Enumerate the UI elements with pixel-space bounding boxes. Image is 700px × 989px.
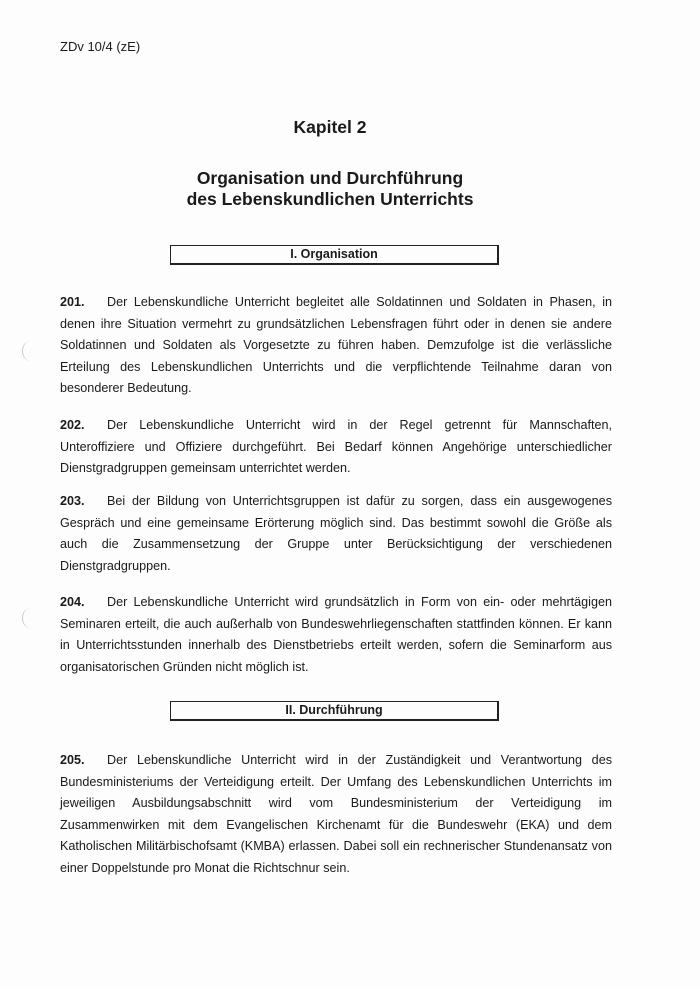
paragraph-number: 204. (60, 595, 85, 609)
chapter-title (0, 168, 660, 210)
paragraph-text: Der Lebenskundliche Unterricht wird grundsätzlich in Form von ein- oder mehrtägigen Seminaren erteilt, die auch außerhalb von Bundeswehrliegenschaften stattfinden können. Er kann in Unterrichtsstunden innerhalb des Dienstbetriebs erteilt werden, sofern die Seminarform aus organisatorischen Gründen nicht möglich ist. (60, 595, 612, 674)
paragraph-text: Bei der Bildung von Unterrichtsgruppen ist dafür zu sorgen, dass ein ausgewogenes Gespräch und eine gemeinsame Erörterung möglich sind. Das bestimmt sowohl die Größe als auch die Zusammensetzung der Gruppe unter Berücksichtigung der verschiedenen Dienstgradgruppen. (60, 494, 612, 573)
section-heading-durchfuehrung: II. Durchführung (170, 701, 499, 721)
document-id: ZDv 10/4 (zE) (60, 39, 141, 54)
paragraph-number: 202. (60, 418, 85, 432)
paragraph-number: 203. (60, 494, 85, 508)
paragraph-201 (60, 292, 612, 400)
section-heading-organisation: I. Organisation (170, 245, 499, 265)
paragraph-number: 201. (60, 295, 85, 309)
paragraph-text: Der Lebenskundliche Unterricht wird in der Zuständigkeit und Verantwortung des Bundesministeriums der Verteidigung erteilt. Der Umfang des Lebenskundlichen Unterrichts im jeweiligen Ausbildungsabschnitt wird vom Bundesministerium der Verteidigung im Zusammenwirken mit dem Evangelischen Kirchenamt für die Bundeswehr (EKA) und dem Katholischen Militärbischofsamt (KMBA) erlassen. Dabei soll ein rechnerischer Stundenansatz von einer Doppelstunde pro Monat die Richtschnur sein. (60, 753, 612, 875)
paragraph-203 (60, 491, 612, 577)
chapter-title-line-1: Organisation und Durchführung (196, 168, 464, 188)
punch-hole-mark (22, 608, 39, 628)
chapter-heading: Kapitel 2 (293, 117, 367, 137)
paragraph-text: Der Lebenskundliche Unterricht wird in der Regel getrennt für Mannschaften, Unteroffiziere und Offiziere durchgeführt. Bei Bedarf können Angehörige unterschiedlicher Dienstgradgruppen gemeinsam unterrichtet werden. (60, 418, 612, 475)
paragraph-number: 205. (60, 753, 85, 767)
paragraph-205 (60, 750, 612, 879)
paragraph-204 (60, 592, 612, 678)
paragraph-202 (60, 415, 612, 480)
punch-hole-mark (22, 341, 39, 361)
chapter-title-line-2: des Lebenskundlichen Unterrichts (186, 189, 474, 209)
paragraph-text: Der Lebenskundliche Unterricht begleitet alle Soldatinnen und Soldaten in Phasen, in denen ihre Situation vermehrt zu grundsätzlichen Lebensfragen führt oder in denen sie andere Soldatinnen und Soldaten als Vorgesetzte zu führen haben. Demzufolge ist die verlässliche Erteilung des Lebenskundlichen Unterrichts und die verpflichtende Teilnahme daran von besonderer Bedeutung. (60, 295, 612, 395)
